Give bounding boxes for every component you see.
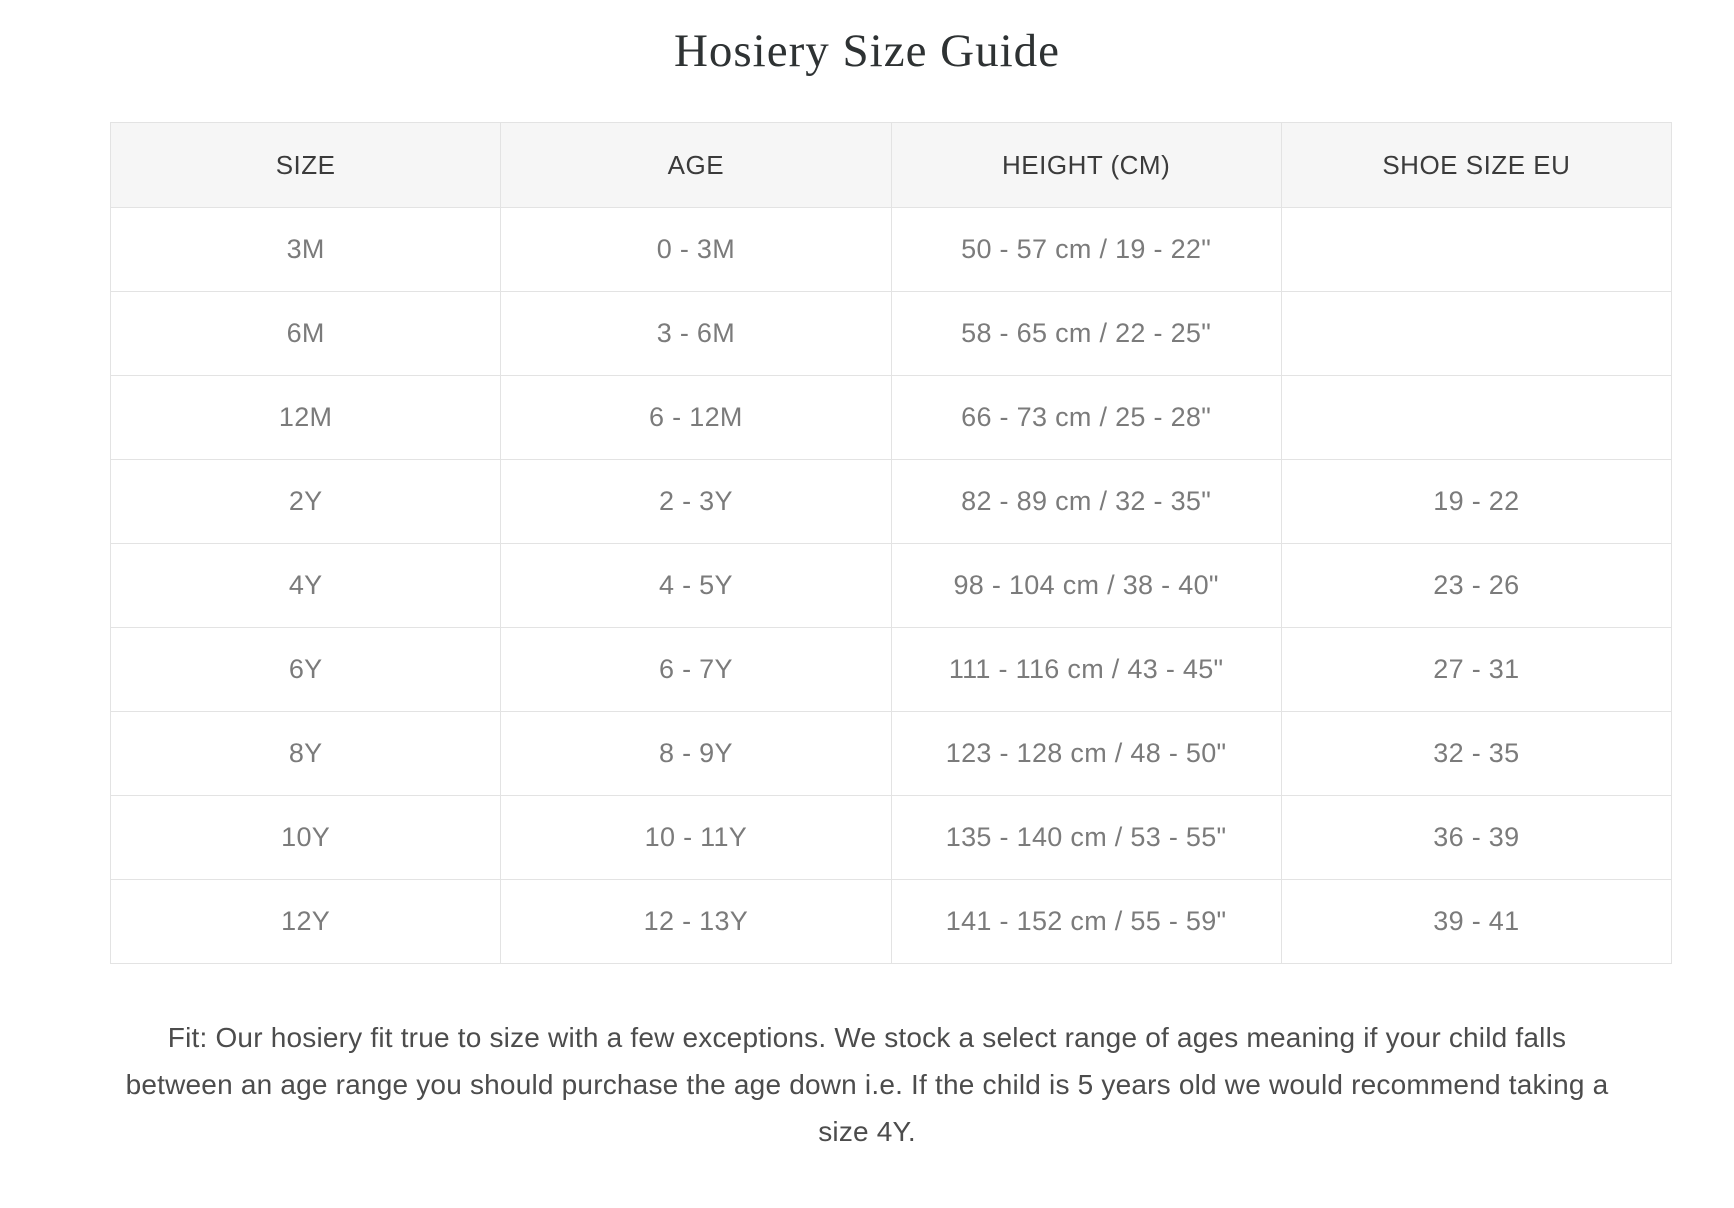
table-header-row (111, 123, 1672, 208)
column-header: SIZE (111, 123, 501, 208)
table-cell: 111 - 116 cm / 43 - 45" (891, 628, 1281, 712)
page-title: Hosiery Size Guide (673, 25, 1061, 77)
table-cell: 50 - 57 cm / 19 - 22" (891, 208, 1281, 292)
table-cell: 27 - 31 (1281, 628, 1671, 712)
table-cell: 8 - 9Y (501, 712, 891, 796)
table-cell: 4 - 5Y (501, 544, 891, 628)
table-cell: 12 - 13Y (501, 880, 891, 964)
table-cell: 123 - 128 cm / 48 - 50" (891, 712, 1281, 796)
table-row (111, 712, 1672, 796)
table-cell: 8Y (111, 712, 501, 796)
table-cell: 82 - 89 cm / 32 - 35" (891, 460, 1281, 544)
table-row (111, 544, 1672, 628)
table-row (111, 208, 1672, 292)
table-cell: 4Y (111, 544, 501, 628)
table-cell: 39 - 41 (1281, 880, 1671, 964)
table-cell: 10 - 11Y (501, 796, 891, 880)
table-cell: 32 - 35 (1281, 712, 1671, 796)
table-cell: 2Y (111, 460, 501, 544)
fit-note: Fit: Our hosiery fit true to size with a few exceptions. We stock a select range of ages meaning if your child falls between an age range you should purchase the age down i.e. If the child is 5 years old we would recommend taking a size 4Y. (125, 1022, 1609, 1147)
table-header (111, 123, 1672, 208)
table-cell: 3 - 6M (501, 292, 891, 376)
column-header: SHOE SIZE EU (1281, 123, 1671, 208)
table-cell: 66 - 73 cm / 25 - 28" (891, 376, 1281, 460)
table-row (111, 460, 1672, 544)
table-cell: 12M (111, 376, 501, 460)
table-cell (1281, 376, 1671, 460)
table-cell: 19 - 22 (1281, 460, 1671, 544)
table-cell: 6 - 7Y (501, 628, 891, 712)
table-cell: 6Y (111, 628, 501, 712)
table-row (111, 376, 1672, 460)
table-row (111, 292, 1672, 376)
table-cell: 141 - 152 cm / 55 - 59" (891, 880, 1281, 964)
table-cell: 135 - 140 cm / 53 - 55" (891, 796, 1281, 880)
size-guide-table-wrap (110, 122, 1672, 964)
table-cell: 58 - 65 cm / 22 - 25" (891, 292, 1281, 376)
table-cell (1281, 292, 1671, 376)
table-row (111, 628, 1672, 712)
table-cell: 0 - 3M (501, 208, 891, 292)
size-guide-table (110, 122, 1672, 964)
table-cell: 3M (111, 208, 501, 292)
table-cell: 12Y (111, 880, 501, 964)
table-cell: 36 - 39 (1281, 796, 1671, 880)
column-header: AGE (501, 123, 891, 208)
table-cell: 6 - 12M (501, 376, 891, 460)
table-cell: 23 - 26 (1281, 544, 1671, 628)
table-body (111, 208, 1672, 964)
table-cell: 6M (111, 292, 501, 376)
table-cell: 98 - 104 cm / 38 - 40" (891, 544, 1281, 628)
table-cell: 10Y (111, 796, 501, 880)
column-header: HEIGHT (CM) (891, 123, 1281, 208)
table-row (111, 796, 1672, 880)
table-row (111, 880, 1672, 964)
table-cell: 2 - 3Y (501, 460, 891, 544)
table-cell (1281, 208, 1671, 292)
